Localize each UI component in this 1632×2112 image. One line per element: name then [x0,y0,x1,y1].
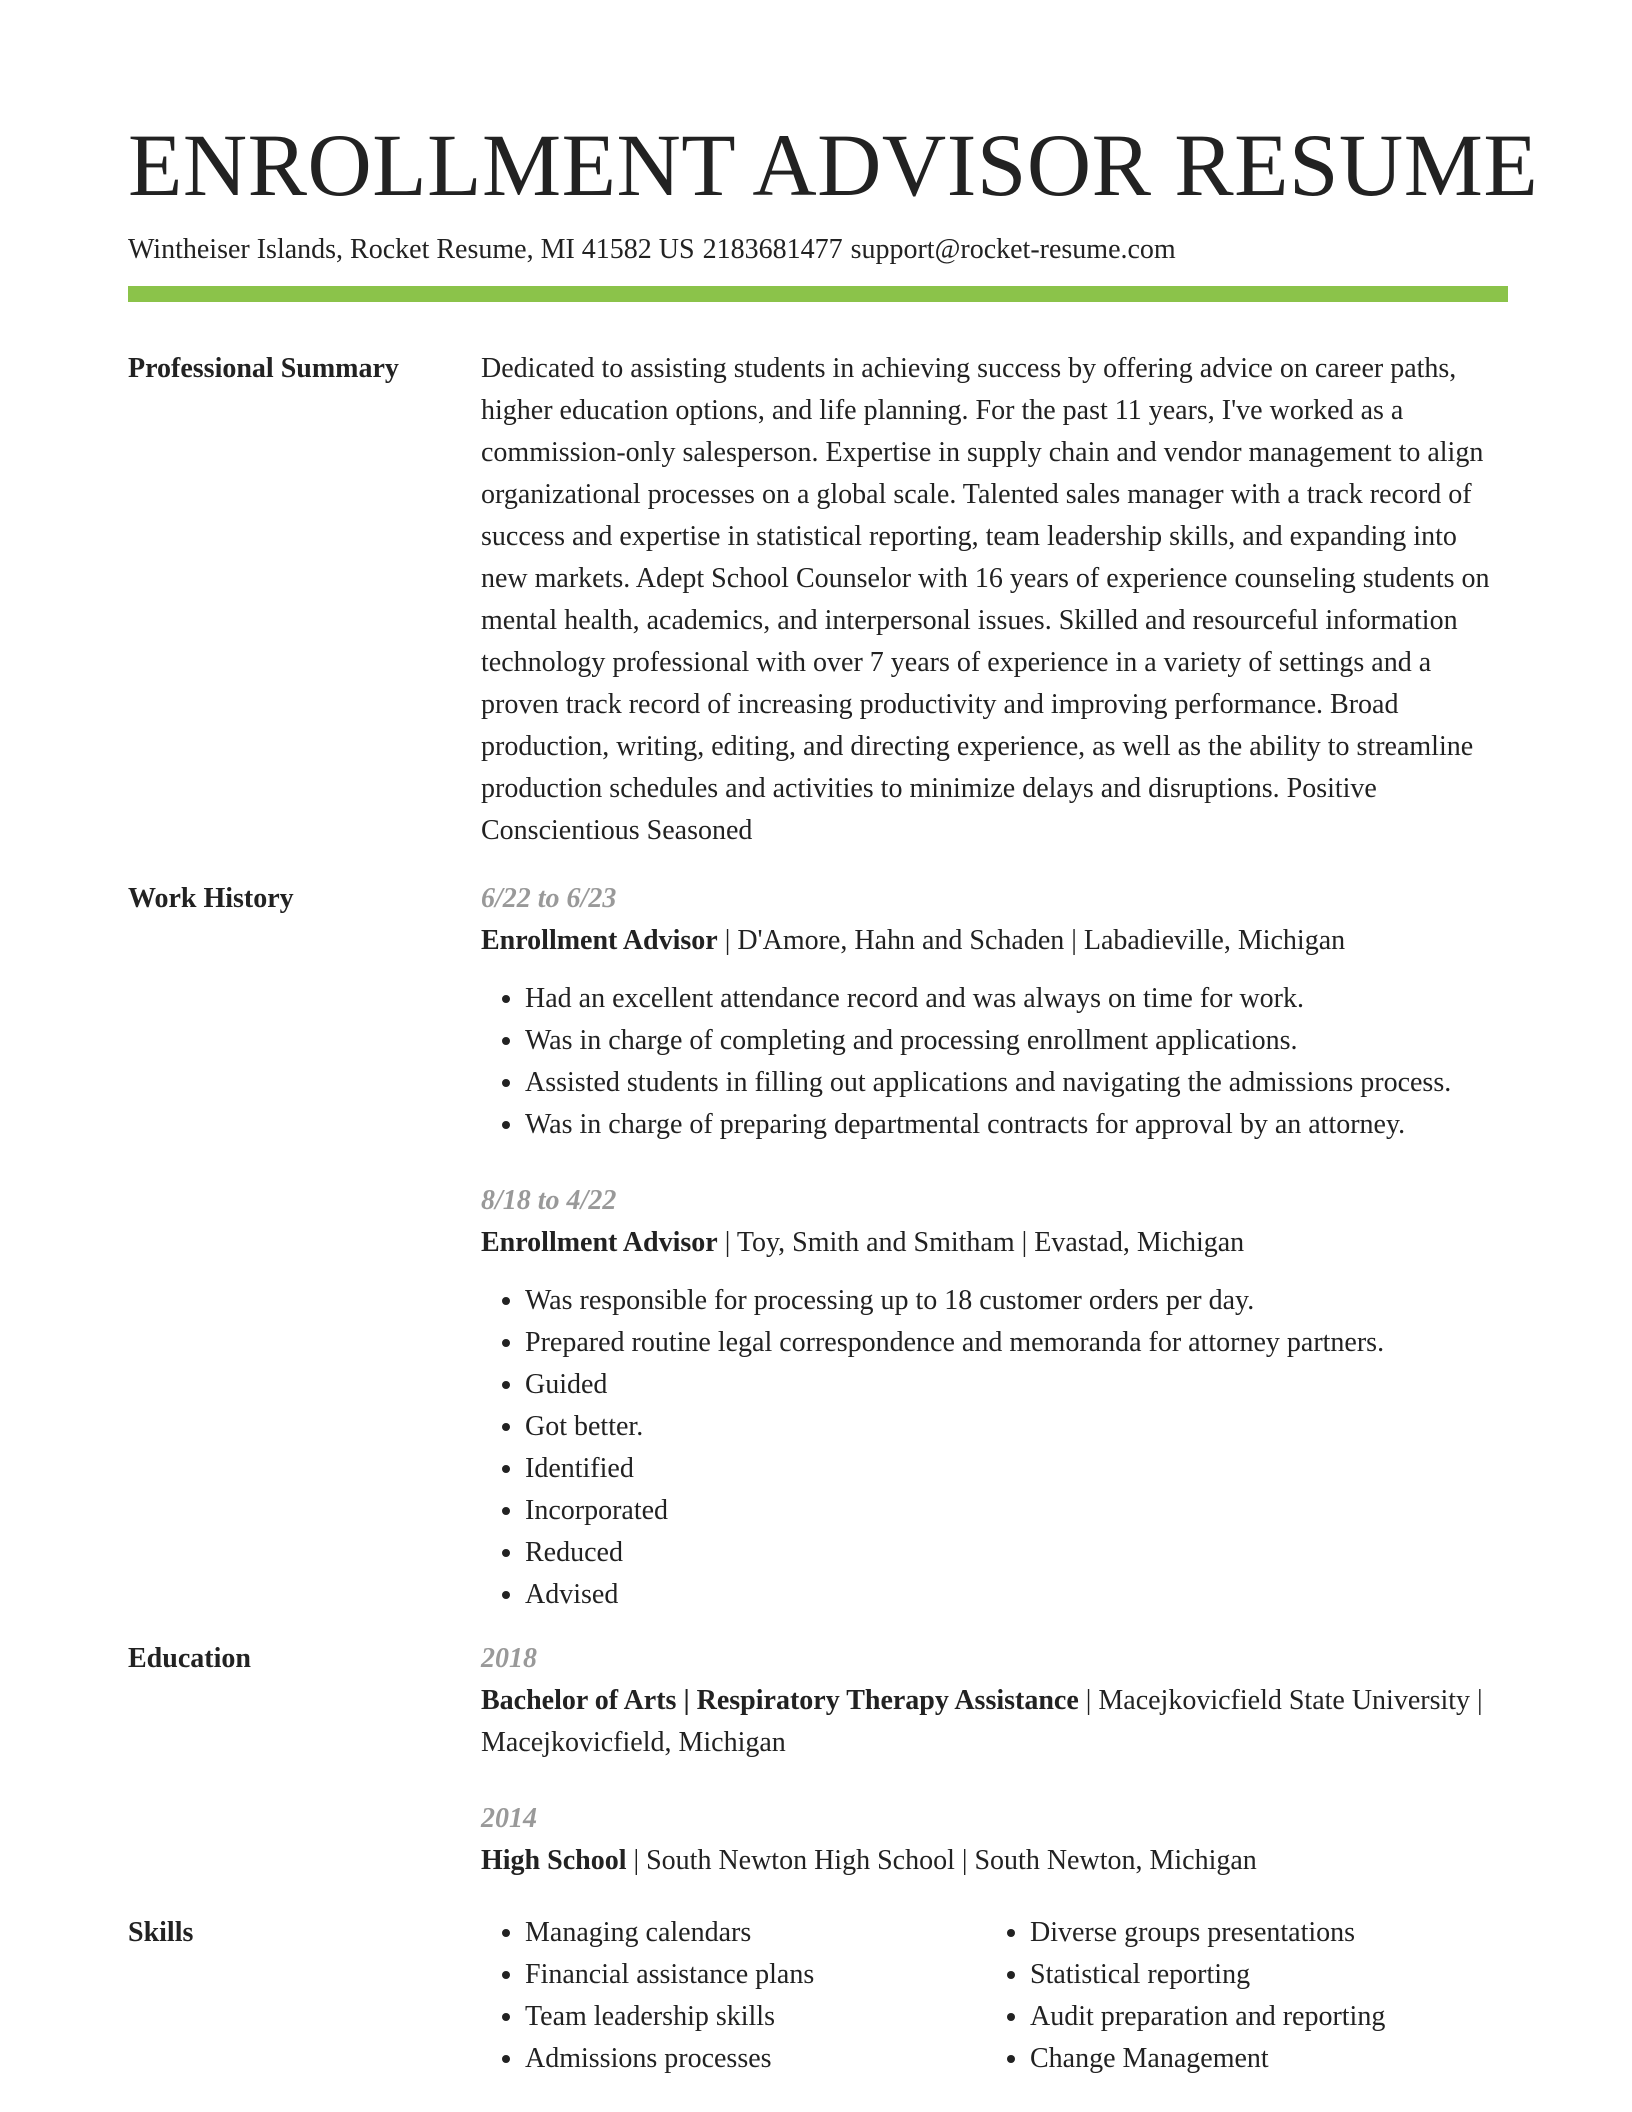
job-dates: 8/18 to 4/22 [481,1185,617,1216]
skills-list-left [481,1912,814,2080]
job-dates: 6/22 to 6/23 [481,883,617,914]
education-heading: Education [128,1643,251,1674]
job-details: | Toy, Smith and Smitham | Evastad, Michigan [717,1227,1245,1258]
job-bullet: • Advised [525,1574,1508,1616]
skill-item: • Team leadership skills [525,1996,814,2038]
job-role-line [481,1222,1508,1264]
skill-item: • Admissions processes [525,2038,814,2080]
skill-item: • Audit preparation and reporting [1030,1996,1385,2038]
job-bullet: • Reduced [525,1532,1508,1574]
job-bullet: • Had an excellent attendance record and was always on time for work. [525,978,1508,1020]
job-entry [481,878,1508,1146]
job-entry [481,1180,1508,1616]
contact-address: Wintheiser Islands, Rocket Resume, MI 41582 US [128,234,695,265]
job-role-line [481,920,1508,962]
education-entry [481,1638,1508,1764]
skill-item: • Statistical reporting [1030,1954,1385,1996]
education-degree: High School [481,1845,627,1876]
skills-heading: Skills [128,1917,194,1948]
job-bullet: • Was responsible for processing up to 18 customer orders per day. [525,1280,1508,1322]
contact-line [128,232,1176,268]
job-bullet: • Identified [525,1448,1508,1490]
summary-heading: Professional Summary [128,353,399,384]
contact-email: support@rocket-resume.com [850,234,1176,265]
job-bullets [481,978,1508,1146]
skill-item: • Change Management [1030,2038,1385,2080]
skill-item: • Diverse groups presentations [1030,1912,1385,1954]
job-title: Enrollment Advisor [481,1227,718,1258]
work-history-heading: Work History [128,883,294,914]
skills-columns [481,1912,1508,2082]
skill-item: • Financial assistance plans [525,1954,814,1996]
skills-list-right [986,1912,1385,2080]
summary-text: Dedicated to assisting students in achieving success by offering advice on career paths, higher education options, and life planning. For the past 11 years, I've worked as a commission-only salesperson. Expertise in supply chain and vendor management to align organizational processes on a global scale. Talented sales manager with a track record of success and expertise in statistical reporting, team leadership skills, and expanding into new markets. Adept School Counselor with 16 years of experience counseling students on mental health, academics, and interpersonal issues. Skilled and resourceful information technology professional with over 7 years of experience in a variety of settings and a proven track record of increasing productivity and improving performance. Broad production, writing, editing, and directing experience, as well as the ability to streamline production schedules and activities to minimize delays and disruptions. Positive Conscientious Seasoned [481,353,1490,846]
job-bullet: • Assisted students in filling out applications and navigating the admissions process. [525,1062,1508,1104]
accent-divider [128,286,1508,302]
job-details: | D'Amore, Hahn and Schaden | Labadieville, Michigan [717,925,1346,956]
education-degree: Bachelor of Arts | Respiratory Therapy Assistance [481,1685,1079,1716]
education-line [481,1680,1508,1764]
education-line [481,1840,1508,1882]
summary-body [481,348,1508,852]
job-bullet: • Was in charge of preparing departmental contracts for approval by an attorney. [525,1104,1508,1146]
education-entry [481,1798,1508,1882]
education-details: | Macejkovicfield State University | Macejkovicfield, Michigan [481,1685,1483,1758]
contact-phone: 2183681477 [702,234,843,265]
job-bullet: • Guided [525,1364,1508,1406]
education-body [481,1638,1508,1882]
job-bullet: • Prepared routine legal correspondence and memoranda for attorney partners. [525,1322,1508,1364]
education-year: 2018 [481,1643,537,1674]
job-bullet: • Was in charge of completing and processing enrollment applications. [525,1020,1508,1062]
job-title: Enrollment Advisor [481,925,718,956]
job-bullets [481,1280,1508,1616]
work-history-body [481,878,1508,1616]
job-bullet: • Incorporated [525,1490,1508,1532]
job-bullet: • Got better. [525,1406,1508,1448]
skill-item: • Managing calendars [525,1912,814,1954]
skills-body [481,1912,1508,2082]
education-details: | South Newton High School | South Newton, Michigan [626,1845,1257,1876]
education-year: 2014 [481,1803,537,1834]
resume-title: ENROLLMENT ADVISOR RESUME [128,117,1539,215]
